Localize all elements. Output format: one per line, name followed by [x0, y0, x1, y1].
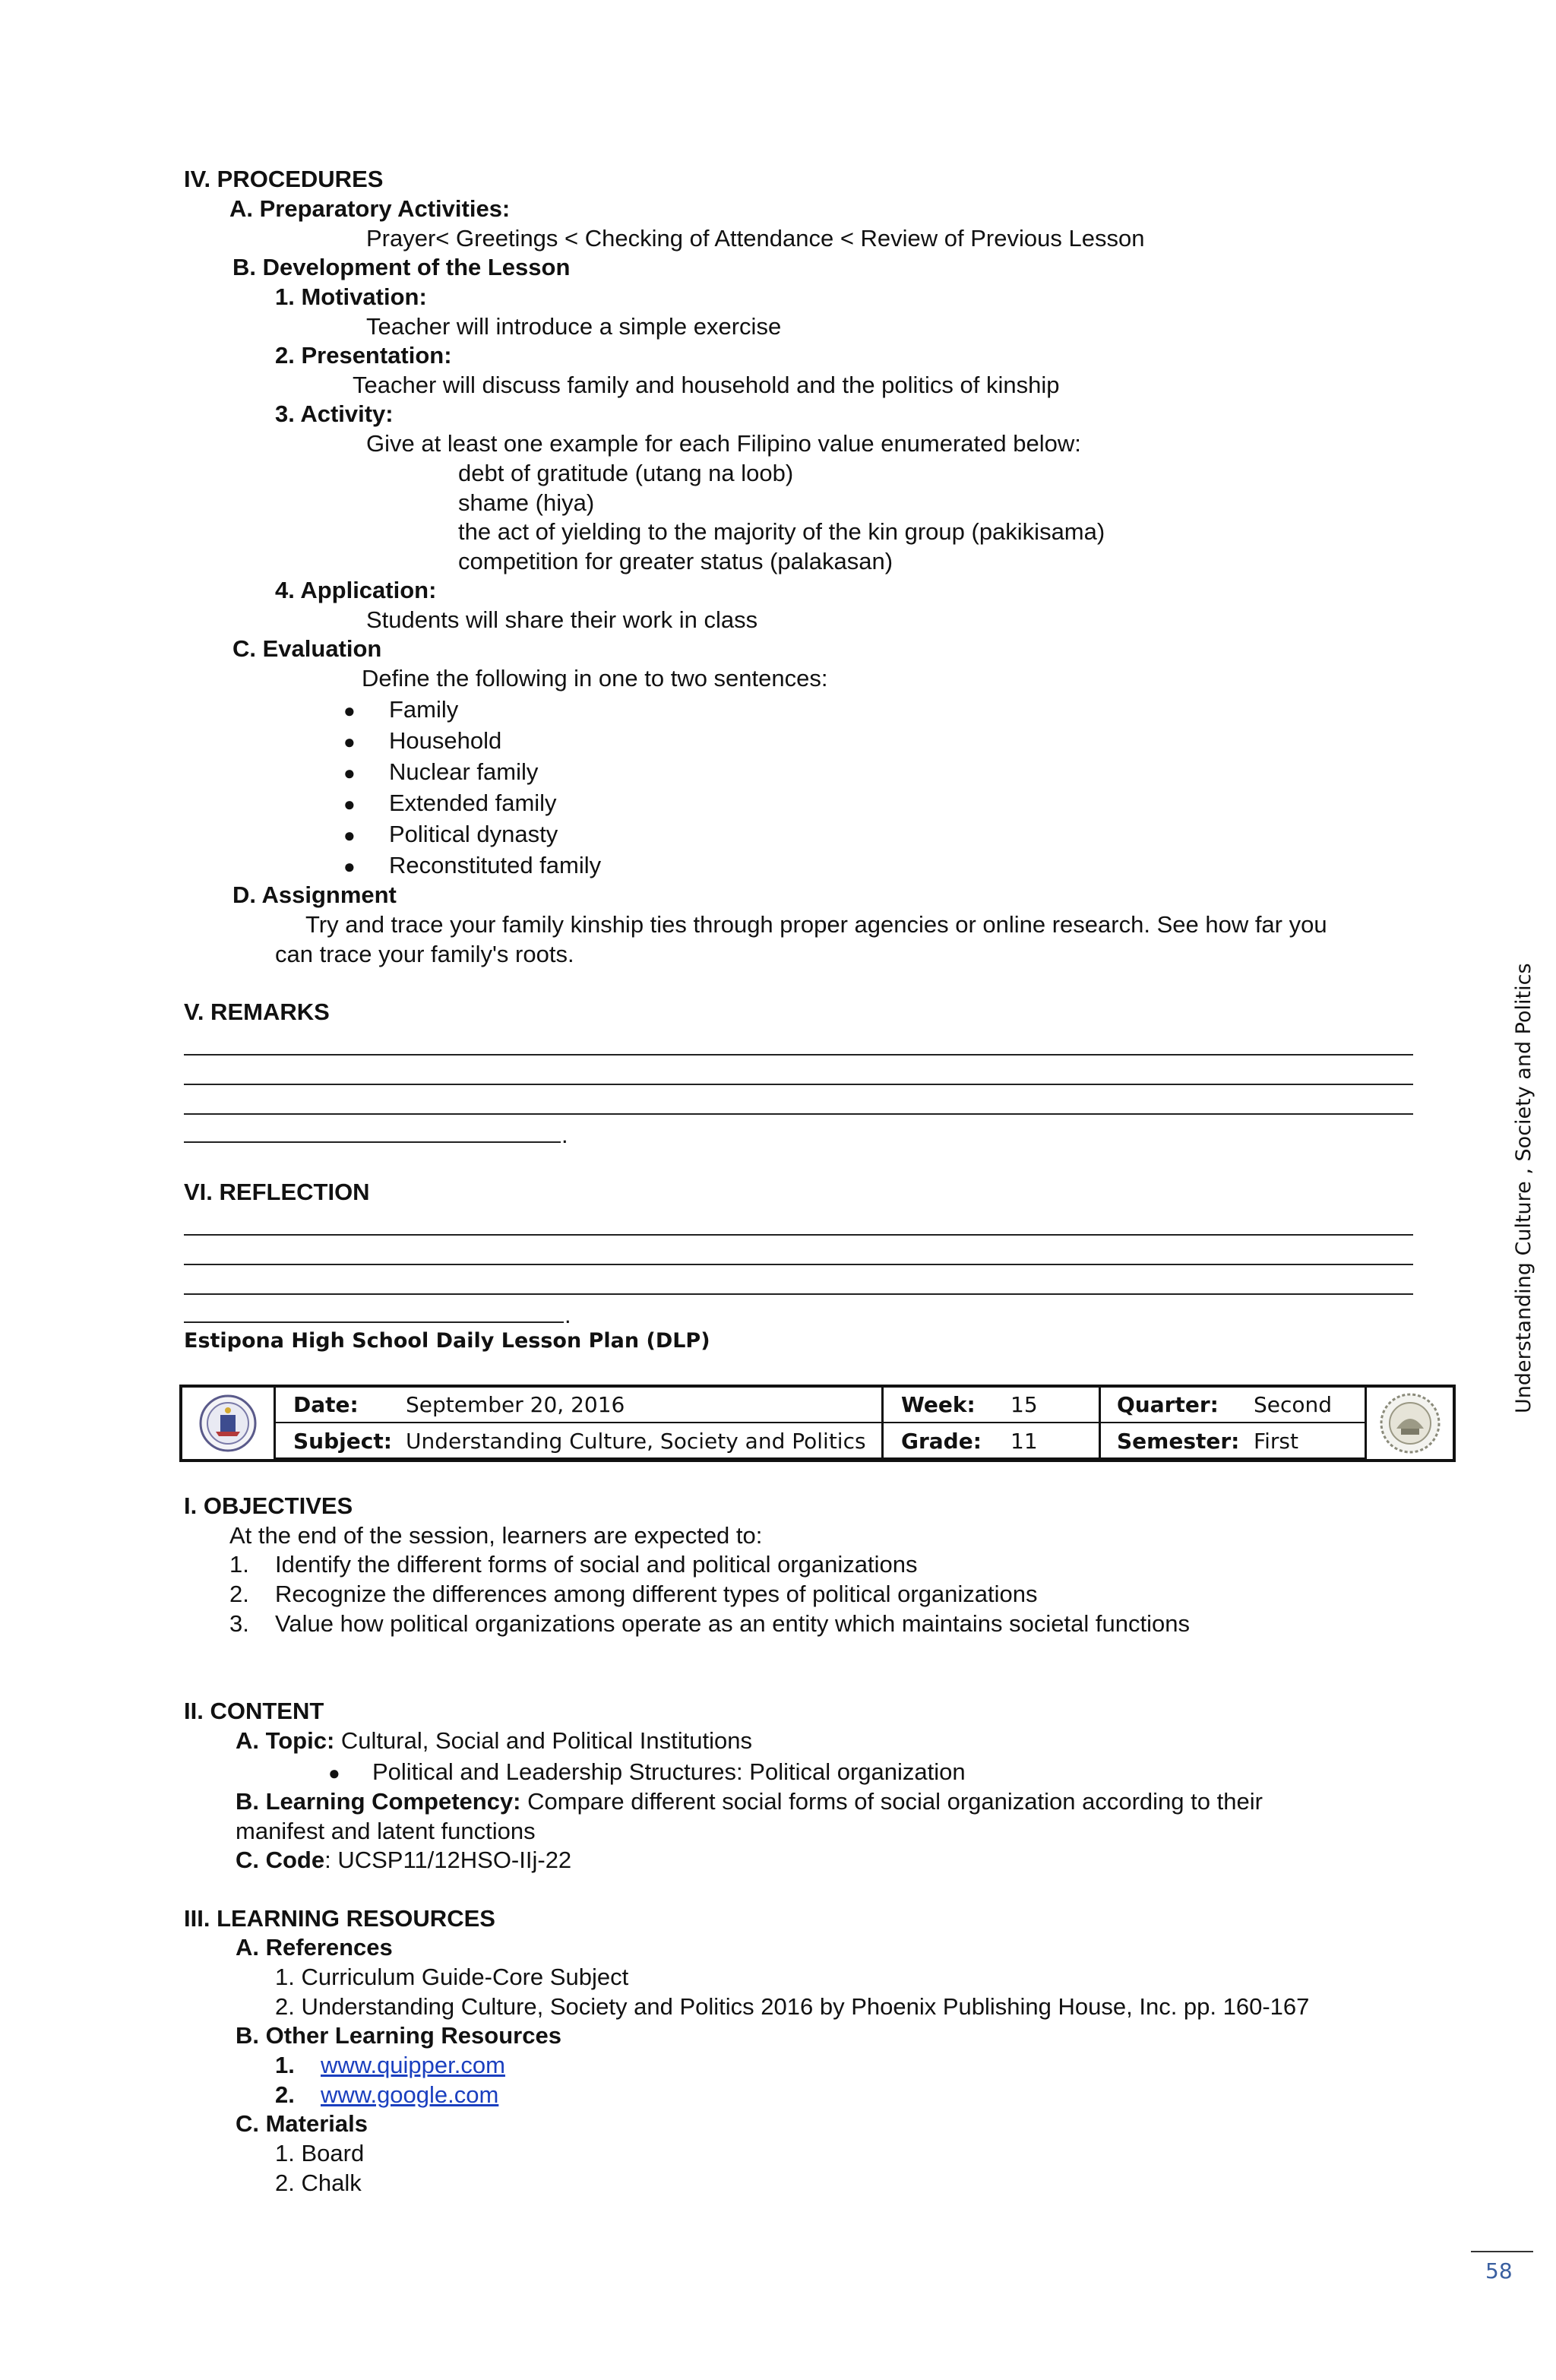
development-label: B. Development of the Lesson: [232, 254, 571, 280]
remarks-line[interactable]: [184, 1113, 1413, 1115]
term-item: Family: [389, 696, 459, 723]
week-value: 15: [1010, 1392, 1038, 1417]
competency-label: B. Learning Competency:: [236, 1788, 521, 1815]
objectives-heading: I. OBJECTIVES: [184, 1492, 353, 1519]
grade-label: Grade:: [901, 1429, 982, 1454]
competency-line: [236, 1788, 1263, 1815]
topic-line: [236, 1727, 752, 1755]
content-heading: II. CONTENT: [184, 1698, 324, 1724]
dlp-title: Estipona High School Daily Lesson Plan (DLP): [184, 1329, 710, 1353]
bullet-icon: ●: [343, 699, 356, 722]
term-item: Household: [389, 727, 502, 754]
grade-value: 11: [1010, 1429, 1038, 1454]
date-value: September 20, 2016: [406, 1392, 625, 1417]
semester-label: Semester:: [1117, 1429, 1240, 1454]
bullet-icon: ●: [343, 824, 356, 847]
remarks-line[interactable]: [184, 1054, 1413, 1055]
semester-value: First: [1254, 1429, 1298, 1454]
objective-item: Recognize the differences among different types of political organizations: [275, 1581, 1038, 1607]
quipper-link[interactable]: www.quipper.com: [321, 2052, 505, 2078]
value-item: shame (hiya): [458, 489, 595, 516]
page-number: 58: [1485, 2258, 1513, 2283]
value-item: the act of yielding to the majority of the kin group (pakikisama): [458, 518, 1105, 545]
reflection-line[interactable]: [184, 1293, 1413, 1295]
objective-item: Value how political organizations operate as an entity which maintains societal functions: [275, 1610, 1190, 1637]
bullet-icon: ●: [328, 1761, 340, 1784]
term-item: Extended family: [389, 790, 557, 816]
code-value: : UCSP11/12HSO-IIj-22: [324, 1847, 572, 1873]
presentation-label: 2. Presentation:: [275, 342, 452, 369]
resources-heading: III. LEARNING RESOURCES: [184, 1905, 495, 1932]
lesson-header-table: [179, 1385, 1456, 1462]
reflection-line[interactable]: [184, 1234, 1413, 1236]
term-item: Reconstituted family: [389, 852, 602, 878]
bullet-icon: ●: [343, 730, 356, 753]
term-item: Political dynasty: [389, 821, 558, 847]
reflection-heading: VI. REFLECTION: [184, 1179, 370, 1205]
presentation-text: Teacher will discuss family and household and the politics of kinship: [353, 372, 1060, 398]
preparatory-text: Prayer< Greetings < Checking of Attendance < Review of Previous Lesson: [366, 225, 1145, 252]
link-number: 2.: [275, 2081, 295, 2108]
term-item: Nuclear family: [389, 758, 539, 785]
subject-value: Understanding Culture, Society and Politics: [406, 1429, 866, 1454]
application-label: 4. Application:: [275, 577, 437, 603]
google-link[interactable]: www.google.com: [321, 2081, 499, 2108]
application-text: Students will share their work in class: [366, 606, 758, 633]
remarks-line[interactable]: [184, 1141, 561, 1143]
subject-label: Subject:: [293, 1429, 392, 1454]
date-label: Date:: [293, 1392, 359, 1417]
reflection-line[interactable]: [184, 1321, 564, 1323]
code-line: [236, 1847, 571, 1874]
code-label: C. Code: [236, 1847, 325, 1873]
objective-number: 1.: [229, 1551, 249, 1578]
competency-value: Compare different social forms of social organization according to their: [520, 1788, 1263, 1815]
objective-number: 3.: [229, 1610, 249, 1637]
reference-item: 2. Understanding Culture, Society and Politics 2016 by Phoenix Publishing House, Inc. pp. 160-167: [275, 1993, 1310, 2020]
page-number-rule: [1471, 2251, 1533, 2252]
deped-seal: [182, 1388, 274, 1459]
references-label: A. References: [236, 1934, 393, 1961]
activity-label: 3. Activity:: [275, 400, 394, 427]
reference-item: 1. Curriculum Guide-Core Subject: [275, 1964, 629, 1990]
motivation-text: Teacher will introduce a simple exercise: [366, 313, 782, 340]
preparatory-label: A. Preparatory Activities:: [229, 195, 511, 222]
competency-value-cont: manifest and latent functions: [236, 1818, 536, 1844]
link-number: 1.: [275, 2052, 295, 2078]
procedures-heading: IV. PROCEDURES: [184, 166, 384, 192]
remarks-line[interactable]: [184, 1084, 1413, 1085]
evaluation-text: Define the following in one to two sentences:: [362, 665, 828, 692]
assignment-text: can trace your family's roots.: [275, 941, 574, 967]
topic-value: Cultural, Social and Political Institutions: [334, 1727, 752, 1754]
material-item: 2. Chalk: [275, 2170, 362, 2196]
objective-item: Identify the different forms of social and political organizations: [275, 1551, 918, 1578]
topic-bullet: Political and Leadership Structures: Political organization: [372, 1758, 966, 1785]
reflection-end: .: [565, 1302, 571, 1328]
other-resources-label: B. Other Learning Resources: [236, 2022, 561, 2049]
bullet-icon: ●: [343, 855, 356, 878]
school-seal: [1368, 1388, 1453, 1459]
school-seal-icon: [1368, 1388, 1453, 1459]
deped-seal-icon: [182, 1388, 274, 1459]
assignment-label: D. Assignment: [232, 881, 397, 908]
week-label: Week:: [901, 1392, 976, 1417]
motivation-label: 1. Motivation:: [275, 283, 427, 310]
remarks-end: .: [561, 1122, 568, 1148]
assignment-text: Try and trace your family kinship ties through proper agencies or online research. See how far you: [305, 911, 1327, 938]
value-item: debt of gratitude (utang na loob): [458, 460, 794, 486]
objectives-intro: At the end of the session, learners are expected to:: [229, 1522, 763, 1549]
bullet-icon: ●: [343, 793, 356, 815]
materials-label: C. Materials: [236, 2110, 368, 2137]
topic-label: A. Topic:: [236, 1727, 335, 1754]
objective-number: 2.: [229, 1581, 249, 1607]
remarks-heading: V. REMARKS: [184, 999, 330, 1025]
activity-text: Give at least one example for each Filipino value enumerated below:: [366, 430, 1081, 457]
bullet-icon: ●: [343, 761, 356, 784]
reflection-line[interactable]: [184, 1264, 1413, 1265]
evaluation-label: C. Evaluation: [232, 635, 382, 662]
side-title: Understanding Culture , Society and Politics: [1512, 963, 1535, 1413]
quarter-value: Second: [1254, 1392, 1333, 1417]
value-item: competition for greater status (palakasan): [458, 548, 893, 574]
material-item: 1. Board: [275, 2140, 365, 2166]
quarter-label: Quarter:: [1117, 1392, 1219, 1417]
